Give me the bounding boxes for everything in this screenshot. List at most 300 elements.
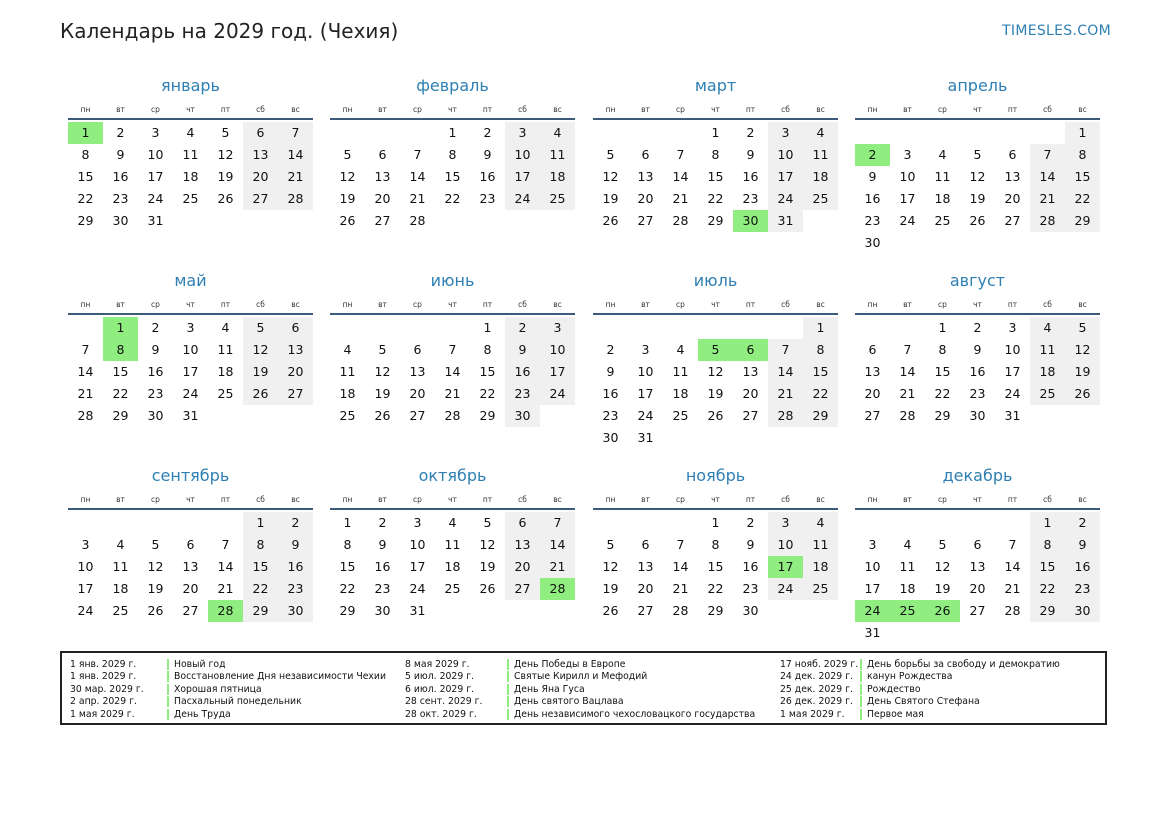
day-cell: 24 [147, 191, 164, 206]
day-cell: 13 [864, 364, 881, 379]
day-cell: 18 [803, 556, 838, 578]
day-cell: 6 [413, 342, 422, 357]
day-cell: 3 [81, 537, 90, 552]
holiday-date: 6 июл. 2029 г. [405, 683, 475, 695]
month-9 [68, 462, 313, 622]
day-cell: 10 [637, 364, 654, 379]
empty-cell [768, 317, 803, 339]
day-cell: 21 [899, 386, 916, 401]
day-cell: 4 [938, 147, 947, 162]
days-grid [68, 512, 313, 622]
day-cell: 3 [540, 317, 575, 339]
day-cell: 22 [243, 578, 278, 600]
day-cell: 16 [969, 364, 986, 379]
day-cell: 13 [278, 339, 313, 361]
day-cell: 31 [409, 603, 426, 618]
weekday-label: ср [676, 494, 685, 504]
day-cell: 15 [803, 361, 838, 383]
day-cell: 12 [1065, 339, 1100, 361]
day-cell: 23 [112, 191, 129, 206]
holiday-day-cell: 2 [855, 144, 890, 166]
day-cell: 7 [1030, 144, 1065, 166]
day-cell: 22 [707, 581, 724, 596]
weekday-label: ср [938, 104, 947, 114]
day-cell: 12 [147, 559, 164, 574]
day-cell: 15 [1065, 166, 1100, 188]
day-cell: 2 [483, 125, 492, 140]
day-cell: 26 [1065, 383, 1100, 405]
day-cell: 13 [505, 534, 540, 556]
empty-cell [628, 317, 663, 339]
holiday-column [772, 658, 1060, 721]
day-cell: 17 [864, 581, 881, 596]
weekday-label: пн [80, 494, 91, 504]
month-4 [855, 72, 1100, 254]
day-cell: 18 [1030, 361, 1065, 383]
day-cell: 19 [479, 559, 496, 574]
day-cell: 10 [768, 534, 803, 556]
day-cell: 8 [81, 147, 90, 162]
day-cell: 22 [707, 191, 724, 206]
weekday-label: пн [605, 299, 616, 309]
holiday-name: День Яна Гуса [507, 684, 585, 695]
holiday-name: День Святого Стефана [860, 696, 980, 707]
day-cell: 4 [221, 320, 230, 335]
day-cell: 8 [938, 342, 947, 357]
day-cell: 23 [742, 191, 759, 206]
day-cell: 21 [409, 191, 426, 206]
day-cell: 26 [374, 408, 391, 423]
holiday-name: Рождество [860, 684, 921, 695]
day-cell: 7 [278, 122, 313, 144]
day-cell: 23 [1065, 578, 1100, 600]
day-cell: 20 [374, 191, 391, 206]
day-cell: 25 [803, 578, 838, 600]
weekday-label: пт [482, 299, 493, 309]
day-cell: 13 [374, 169, 391, 184]
empty-cell [995, 512, 1030, 534]
day-cell: 20 [637, 191, 654, 206]
holiday-name: Первое мая [860, 709, 924, 720]
empty-cell [330, 122, 365, 144]
day-cell: 21 [1004, 581, 1021, 596]
day-cell: 17 [637, 386, 654, 401]
day-cell: 23 [479, 191, 496, 206]
day-cell: 12 [217, 147, 234, 162]
weekday-label: ср [413, 494, 422, 504]
day-cell: 7 [676, 147, 685, 162]
weekday-label: вт [641, 104, 650, 114]
day-cell: 16 [479, 169, 496, 184]
weekday-label: вс [291, 299, 300, 309]
holiday-day-cell: 6 [733, 339, 768, 361]
weekday-header [68, 295, 313, 315]
day-cell: 20 [409, 386, 426, 401]
day-cell: 3 [1008, 320, 1017, 335]
weekday-label: сб [1043, 104, 1052, 114]
empty-cell [208, 512, 243, 534]
day-cell: 23 [969, 386, 986, 401]
weekday-label: чт [973, 104, 982, 114]
holiday-day-cell: 1 [103, 317, 138, 339]
day-cell: 3 [641, 342, 650, 357]
day-cell: 3 [505, 122, 540, 144]
holiday-row [772, 683, 1060, 696]
month-name: декабрь [942, 466, 1013, 485]
weekday-header [68, 100, 313, 120]
day-cell: 18 [803, 166, 838, 188]
day-cell: 4 [448, 515, 457, 530]
day-cell: 10 [409, 537, 426, 552]
empty-cell [960, 122, 995, 144]
day-cell: 25 [540, 188, 575, 210]
day-cell: 5 [1065, 317, 1100, 339]
holiday-row [772, 658, 1060, 671]
days-grid [68, 317, 313, 427]
day-cell: 11 [899, 559, 916, 574]
day-cell: 6 [973, 537, 982, 552]
day-cell: 15 [1030, 556, 1065, 578]
day-cell: 4 [676, 342, 685, 357]
day-cell: 25 [339, 408, 356, 423]
day-cell: 26 [217, 191, 234, 206]
day-cell: 9 [116, 147, 125, 162]
holiday-row [397, 708, 755, 721]
day-cell: 7 [768, 339, 803, 361]
day-cell: 24 [540, 383, 575, 405]
weekday-label: вс [816, 494, 825, 504]
day-cell: 14 [672, 169, 689, 184]
weekday-label: сб [256, 494, 265, 504]
day-cell: 29 [479, 408, 496, 423]
day-cell: 12 [602, 559, 619, 574]
month-8 [855, 267, 1100, 427]
day-cell: 23 [864, 213, 881, 228]
day-cell: 27 [182, 603, 199, 618]
weekday-label: пт [1007, 104, 1018, 114]
holiday-name: Восстановление Дня независимости Чехии [167, 671, 386, 682]
weekday-label: пн [80, 299, 91, 309]
day-cell: 28 [1004, 603, 1021, 618]
day-cell: 25 [444, 581, 461, 596]
day-cell: 16 [742, 559, 759, 574]
weekday-label: пн [605, 104, 616, 114]
holiday-day-cell: 8 [103, 339, 138, 361]
empty-cell [628, 512, 663, 534]
day-cell: 30 [969, 408, 986, 423]
empty-cell [925, 122, 960, 144]
weekday-label: сб [781, 494, 790, 504]
empty-cell [330, 317, 365, 339]
day-cell: 18 [112, 581, 129, 596]
day-cell: 13 [243, 144, 278, 166]
day-cell: 9 [151, 342, 160, 357]
day-cell: 15 [339, 559, 356, 574]
day-cell: 30 [1065, 600, 1100, 622]
day-cell: 14 [540, 534, 575, 556]
weekday-label: сб [518, 299, 527, 309]
day-cell: 20 [243, 166, 278, 188]
day-cell: 8 [243, 534, 278, 556]
day-cell: 13 [1004, 169, 1021, 184]
day-cell: 20 [864, 386, 881, 401]
day-cell: 22 [1065, 188, 1100, 210]
month-name: октябрь [418, 466, 487, 485]
day-cell: 31 [768, 210, 803, 232]
day-cell: 17 [77, 581, 94, 596]
weekday-header [330, 295, 575, 315]
weekday-label: чт [186, 104, 195, 114]
day-cell: 20 [1004, 191, 1021, 206]
day-cell: 13 [637, 559, 654, 574]
day-cell: 18 [444, 559, 461, 574]
day-cell: 17 [182, 364, 199, 379]
weekday-label: вт [641, 299, 650, 309]
weekday-label: ср [151, 299, 160, 309]
weekday-header [855, 295, 1100, 315]
day-cell: 18 [672, 386, 689, 401]
day-cell: 24 [182, 386, 199, 401]
day-cell: 25 [217, 386, 234, 401]
holiday-day-cell: 30 [733, 210, 768, 232]
day-cell: 8 [803, 339, 838, 361]
day-cell: 5 [378, 342, 387, 357]
day-cell: 10 [540, 339, 575, 361]
day-cell: 16 [602, 386, 619, 401]
day-cell: 18 [339, 386, 356, 401]
day-cell: 30 [864, 235, 881, 250]
day-cell: 15 [243, 556, 278, 578]
days-grid [330, 317, 575, 427]
weekday-label: вс [291, 494, 300, 504]
weekday-label: ср [676, 104, 685, 114]
day-cell: 3 [768, 122, 803, 144]
day-cell: 2 [278, 512, 313, 534]
weekday-label: ср [676, 299, 685, 309]
day-cell: 8 [711, 537, 720, 552]
day-cell: 17 [899, 191, 916, 206]
day-cell: 23 [147, 386, 164, 401]
day-cell: 30 [112, 213, 129, 228]
weekday-label: вт [116, 494, 125, 504]
month-name: март [694, 76, 737, 95]
day-cell: 5 [606, 537, 615, 552]
day-cell: 17 [409, 559, 426, 574]
day-cell: 1 [243, 512, 278, 534]
site-link[interactable]: TIMESLES.COM [1002, 23, 1111, 39]
day-cell: 5 [343, 147, 352, 162]
day-cell: 7 [81, 342, 90, 357]
holiday-name: Святые Кирилл и Мефодий [507, 671, 647, 682]
day-cell: 21 [1030, 188, 1065, 210]
weekday-label: вт [903, 104, 912, 114]
holiday-date: 8 мая 2029 г. [405, 658, 470, 670]
weekday-label: вс [553, 104, 562, 114]
day-cell: 7 [540, 512, 575, 534]
day-cell: 12 [707, 364, 724, 379]
day-cell: 21 [278, 166, 313, 188]
day-cell: 7 [448, 342, 457, 357]
day-cell: 31 [637, 430, 654, 445]
day-cell: 13 [409, 364, 426, 379]
weekday-header [855, 490, 1100, 510]
day-cell: 9 [868, 169, 877, 184]
day-cell: 22 [803, 383, 838, 405]
day-cell: 30 [278, 600, 313, 622]
day-cell: 9 [1065, 534, 1100, 556]
day-cell: 3 [186, 320, 195, 335]
day-cell: 7 [903, 342, 912, 357]
empty-cell [593, 512, 628, 534]
day-cell: 5 [151, 537, 160, 552]
day-cell: 24 [1004, 386, 1021, 401]
day-cell: 2 [378, 515, 387, 530]
day-cell: 12 [934, 559, 951, 574]
day-cell: 5 [483, 515, 492, 530]
holiday-name: Новый год [167, 659, 226, 670]
day-cell: 28 [899, 408, 916, 423]
empty-cell [698, 317, 733, 339]
holiday-row [397, 683, 755, 696]
day-cell: 18 [934, 191, 951, 206]
month-name: август [949, 271, 1006, 290]
days-grid [593, 122, 838, 232]
day-cell: 26 [707, 408, 724, 423]
weekday-label: чт [973, 494, 982, 504]
day-cell: 27 [1004, 213, 1021, 228]
day-cell: 11 [182, 147, 199, 162]
day-cell: 24 [77, 603, 94, 618]
day-cell: 27 [637, 213, 654, 228]
day-cell: 14 [409, 169, 426, 184]
day-cell: 26 [602, 213, 619, 228]
weekday-label: пт [220, 104, 231, 114]
day-cell: 8 [483, 342, 492, 357]
empty-cell [663, 122, 698, 144]
weekday-header [593, 295, 838, 315]
day-cell: 15 [77, 169, 94, 184]
day-cell: 14 [899, 364, 916, 379]
day-cell: 28 [444, 408, 461, 423]
weekday-label: пн [867, 104, 878, 114]
day-cell: 19 [217, 169, 234, 184]
day-cell: 21 [77, 386, 94, 401]
day-cell: 11 [672, 364, 689, 379]
day-cell: 18 [540, 166, 575, 188]
day-cell: 4 [343, 342, 352, 357]
day-cell: 20 [637, 581, 654, 596]
weekday-label: вт [116, 299, 125, 309]
weekday-label: вс [1078, 104, 1087, 114]
day-cell: 26 [969, 213, 986, 228]
weekday-label: сб [256, 104, 265, 114]
day-cell: 26 [479, 581, 496, 596]
day-cell: 25 [934, 213, 951, 228]
day-cell: 19 [969, 191, 986, 206]
month-6 [330, 267, 575, 427]
day-cell: 4 [903, 537, 912, 552]
month-12 [855, 462, 1100, 644]
weekday-label: вт [378, 104, 387, 114]
weekday-label: вс [1078, 299, 1087, 309]
day-cell: 8 [711, 147, 720, 162]
day-cell: 10 [864, 559, 881, 574]
day-cell: 23 [505, 383, 540, 405]
day-cell: 24 [505, 188, 540, 210]
day-cell: 4 [116, 537, 125, 552]
weekday-label: пт [745, 494, 756, 504]
day-cell: 13 [182, 559, 199, 574]
day-cell: 26 [339, 213, 356, 228]
day-cell: 20 [505, 556, 540, 578]
day-cell: 11 [540, 144, 575, 166]
day-cell: 30 [374, 603, 391, 618]
day-cell: 9 [505, 339, 540, 361]
day-cell: 27 [505, 578, 540, 600]
day-cell: 13 [742, 364, 759, 379]
day-cell: 10 [77, 559, 94, 574]
day-cell: 12 [339, 169, 356, 184]
weekday-label: чт [186, 494, 195, 504]
weekday-label: пн [342, 299, 353, 309]
day-cell: 28 [409, 213, 426, 228]
day-cell: 1 [1065, 122, 1100, 144]
weekday-label: пн [342, 494, 353, 504]
holiday-date: 2 апр. 2029 г. [70, 696, 137, 708]
day-cell: 13 [637, 169, 654, 184]
day-cell: 22 [479, 386, 496, 401]
day-cell: 1 [343, 515, 352, 530]
day-cell: 17 [768, 166, 803, 188]
day-cell: 21 [444, 386, 461, 401]
day-cell: 12 [374, 364, 391, 379]
weekday-label: пн [867, 299, 878, 309]
empty-cell [68, 512, 103, 534]
day-cell: 22 [112, 386, 129, 401]
weekday-header [330, 490, 575, 510]
day-cell: 10 [1004, 342, 1021, 357]
day-cell: 21 [672, 191, 689, 206]
weekday-label: вс [1078, 494, 1087, 504]
day-cell: 14 [217, 559, 234, 574]
day-cell: 28 [672, 603, 689, 618]
day-cell: 14 [672, 559, 689, 574]
day-cell: 15 [707, 169, 724, 184]
weekday-label: вс [816, 299, 825, 309]
day-cell: 9 [606, 364, 615, 379]
day-cell: 16 [112, 169, 129, 184]
month-name: июль [693, 271, 738, 290]
weekday-label: сб [1043, 299, 1052, 309]
day-cell: 6 [641, 147, 650, 162]
day-cell: 27 [409, 408, 426, 423]
day-cell: 3 [903, 147, 912, 162]
day-cell: 6 [378, 147, 387, 162]
holiday-row [397, 671, 755, 684]
day-cell: 30 [602, 430, 619, 445]
day-cell: 28 [1030, 210, 1065, 232]
empty-cell [68, 317, 103, 339]
day-cell: 21 [768, 383, 803, 405]
day-cell: 19 [147, 581, 164, 596]
holiday-column [397, 658, 755, 721]
holiday-date: 1 янв. 2029 г. [70, 658, 137, 670]
day-cell: 8 [1030, 534, 1065, 556]
day-cell: 31 [864, 625, 881, 640]
holiday-day-cell: 1 [68, 122, 103, 144]
holiday-name: День святого Вацлава [507, 696, 624, 707]
day-cell: 3 [151, 125, 160, 140]
